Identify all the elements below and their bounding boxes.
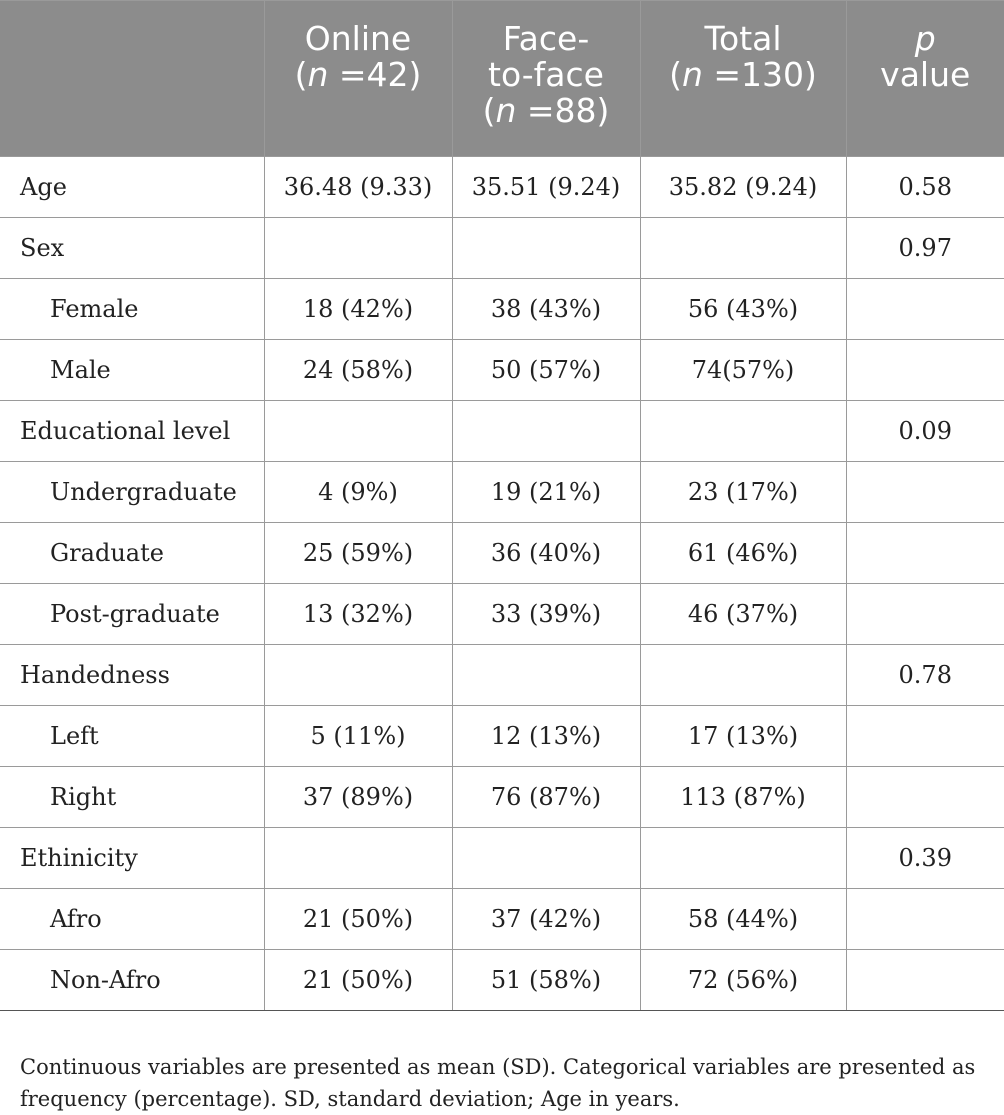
cell-total [640, 401, 846, 462]
header-p-value [846, 1, 1004, 157]
cell-total: 23 (17%) [640, 462, 846, 523]
cell-p [846, 950, 1004, 1011]
cell-p [846, 340, 1004, 401]
cell-p: 0.58 [846, 157, 1004, 218]
cell-f2f: 37 (42%) [452, 889, 640, 950]
cell-online: 21 (50%) [264, 950, 452, 1011]
cell-online [264, 645, 452, 706]
cell-p [846, 523, 1004, 584]
table-row [0, 767, 1004, 828]
cell-f2f [452, 828, 640, 889]
cell-p [846, 889, 1004, 950]
cell-total [640, 645, 846, 706]
table-row [0, 706, 1004, 767]
header-total: Total (n =130) [640, 1, 846, 157]
cell-total: 17 (13%) [640, 706, 846, 767]
table-row [0, 584, 1004, 645]
header-f2f-title-1: Face- [502, 19, 590, 58]
cell-p [846, 767, 1004, 828]
header-variable [0, 1, 264, 157]
cell-total: 61 (46%) [640, 523, 846, 584]
header-online-title: Online [304, 19, 412, 58]
cell-f2f: 33 (39%) [452, 584, 640, 645]
cell-online: 36.48 (9.33) [264, 157, 452, 218]
header-f2f-title-2: to-face [488, 55, 604, 94]
cell-online: 37 (89%) [264, 767, 452, 828]
cell-p: 0.09 [846, 401, 1004, 462]
cell-f2f: 36 (40%) [452, 523, 640, 584]
cell-f2f: 50 (57%) [452, 340, 640, 401]
row-label: Handedness [0, 645, 264, 706]
cell-total: 72 (56%) [640, 950, 846, 1011]
table-row [0, 889, 1004, 950]
header-total-count: =130) [702, 55, 817, 94]
row-label: Age [0, 157, 264, 218]
table-footnote: Continuous variables are presented as mean (SD). Categorical variables are presented as frequency (percentage). SD, standard deviation; Age in years. [20, 1055, 976, 1111]
cell-p [846, 462, 1004, 523]
cell-online: 13 (32%) [264, 584, 452, 645]
row-label: Female [0, 279, 264, 340]
row-label: Non-Afro [0, 950, 264, 1011]
cell-f2f [452, 401, 640, 462]
cell-total: 46 (37%) [640, 584, 846, 645]
table-row [0, 401, 1004, 462]
row-label: Right [0, 767, 264, 828]
cell-online: 25 (59%) [264, 523, 452, 584]
cell-total [640, 828, 846, 889]
row-label: Male [0, 340, 264, 401]
header-row [0, 1, 1004, 157]
table-row [0, 218, 1004, 279]
header-total-title: Total [704, 19, 782, 58]
cell-online [264, 828, 452, 889]
table-row [0, 950, 1004, 1011]
cell-p: 0.78 [846, 645, 1004, 706]
cell-f2f [452, 218, 640, 279]
header-p-symbol: p [914, 19, 936, 58]
cell-f2f: 19 (21%) [452, 462, 640, 523]
cell-total: 58 (44%) [640, 889, 846, 950]
cell-p [846, 279, 1004, 340]
cell-p [846, 584, 1004, 645]
cell-online: 18 (42%) [264, 279, 452, 340]
table-header [0, 1, 1004, 157]
cell-total [640, 218, 846, 279]
cell-total: 74(57%) [640, 340, 846, 401]
header-f2f-n: n [495, 91, 517, 130]
cell-f2f: 38 (43%) [452, 279, 640, 340]
table-row [0, 645, 1004, 706]
cell-f2f: 76 (87%) [452, 767, 640, 828]
header-face-to-face: Face- to-face (n =88) [452, 1, 640, 157]
cell-online: 5 (11%) [264, 706, 452, 767]
row-label: Educational level [0, 401, 264, 462]
cell-f2f: 12 (13%) [452, 706, 640, 767]
row-label: Sex [0, 218, 264, 279]
table-body [0, 157, 1004, 1011]
cell-p [846, 706, 1004, 767]
table-row [0, 340, 1004, 401]
cell-online: 24 (58%) [264, 340, 452, 401]
header-p-label: value [880, 55, 971, 94]
row-label: Left [0, 706, 264, 767]
table-row [0, 828, 1004, 889]
cell-f2f [452, 645, 640, 706]
row-label: Afro [0, 889, 264, 950]
table-row [0, 523, 1004, 584]
cell-total: 113 (87%) [640, 767, 846, 828]
cell-p: 0.97 [846, 218, 1004, 279]
table-row [0, 279, 1004, 340]
header-online-n: n [307, 55, 329, 94]
row-label: Graduate [0, 523, 264, 584]
header-online-count: =42) [328, 55, 422, 94]
header-online: Online (n =42) [264, 1, 452, 157]
table-row [0, 157, 1004, 218]
cell-online: 21 (50%) [264, 889, 452, 950]
cell-online [264, 401, 452, 462]
row-label: Ethinicity [0, 828, 264, 889]
cell-total: 56 (43%) [640, 279, 846, 340]
cell-f2f: 51 (58%) [452, 950, 640, 1011]
row-label: Undergraduate [0, 462, 264, 523]
cell-online: 4 (9%) [264, 462, 452, 523]
header-f2f-count: =88) [516, 91, 610, 130]
table-row [0, 462, 1004, 523]
cell-p: 0.39 [846, 828, 1004, 889]
row-label: Post-graduate [0, 584, 264, 645]
header-total-n: n [681, 55, 703, 94]
cell-total: 35.82 (9.24) [640, 157, 846, 218]
cell-f2f: 35.51 (9.24) [452, 157, 640, 218]
cell-online [264, 218, 452, 279]
